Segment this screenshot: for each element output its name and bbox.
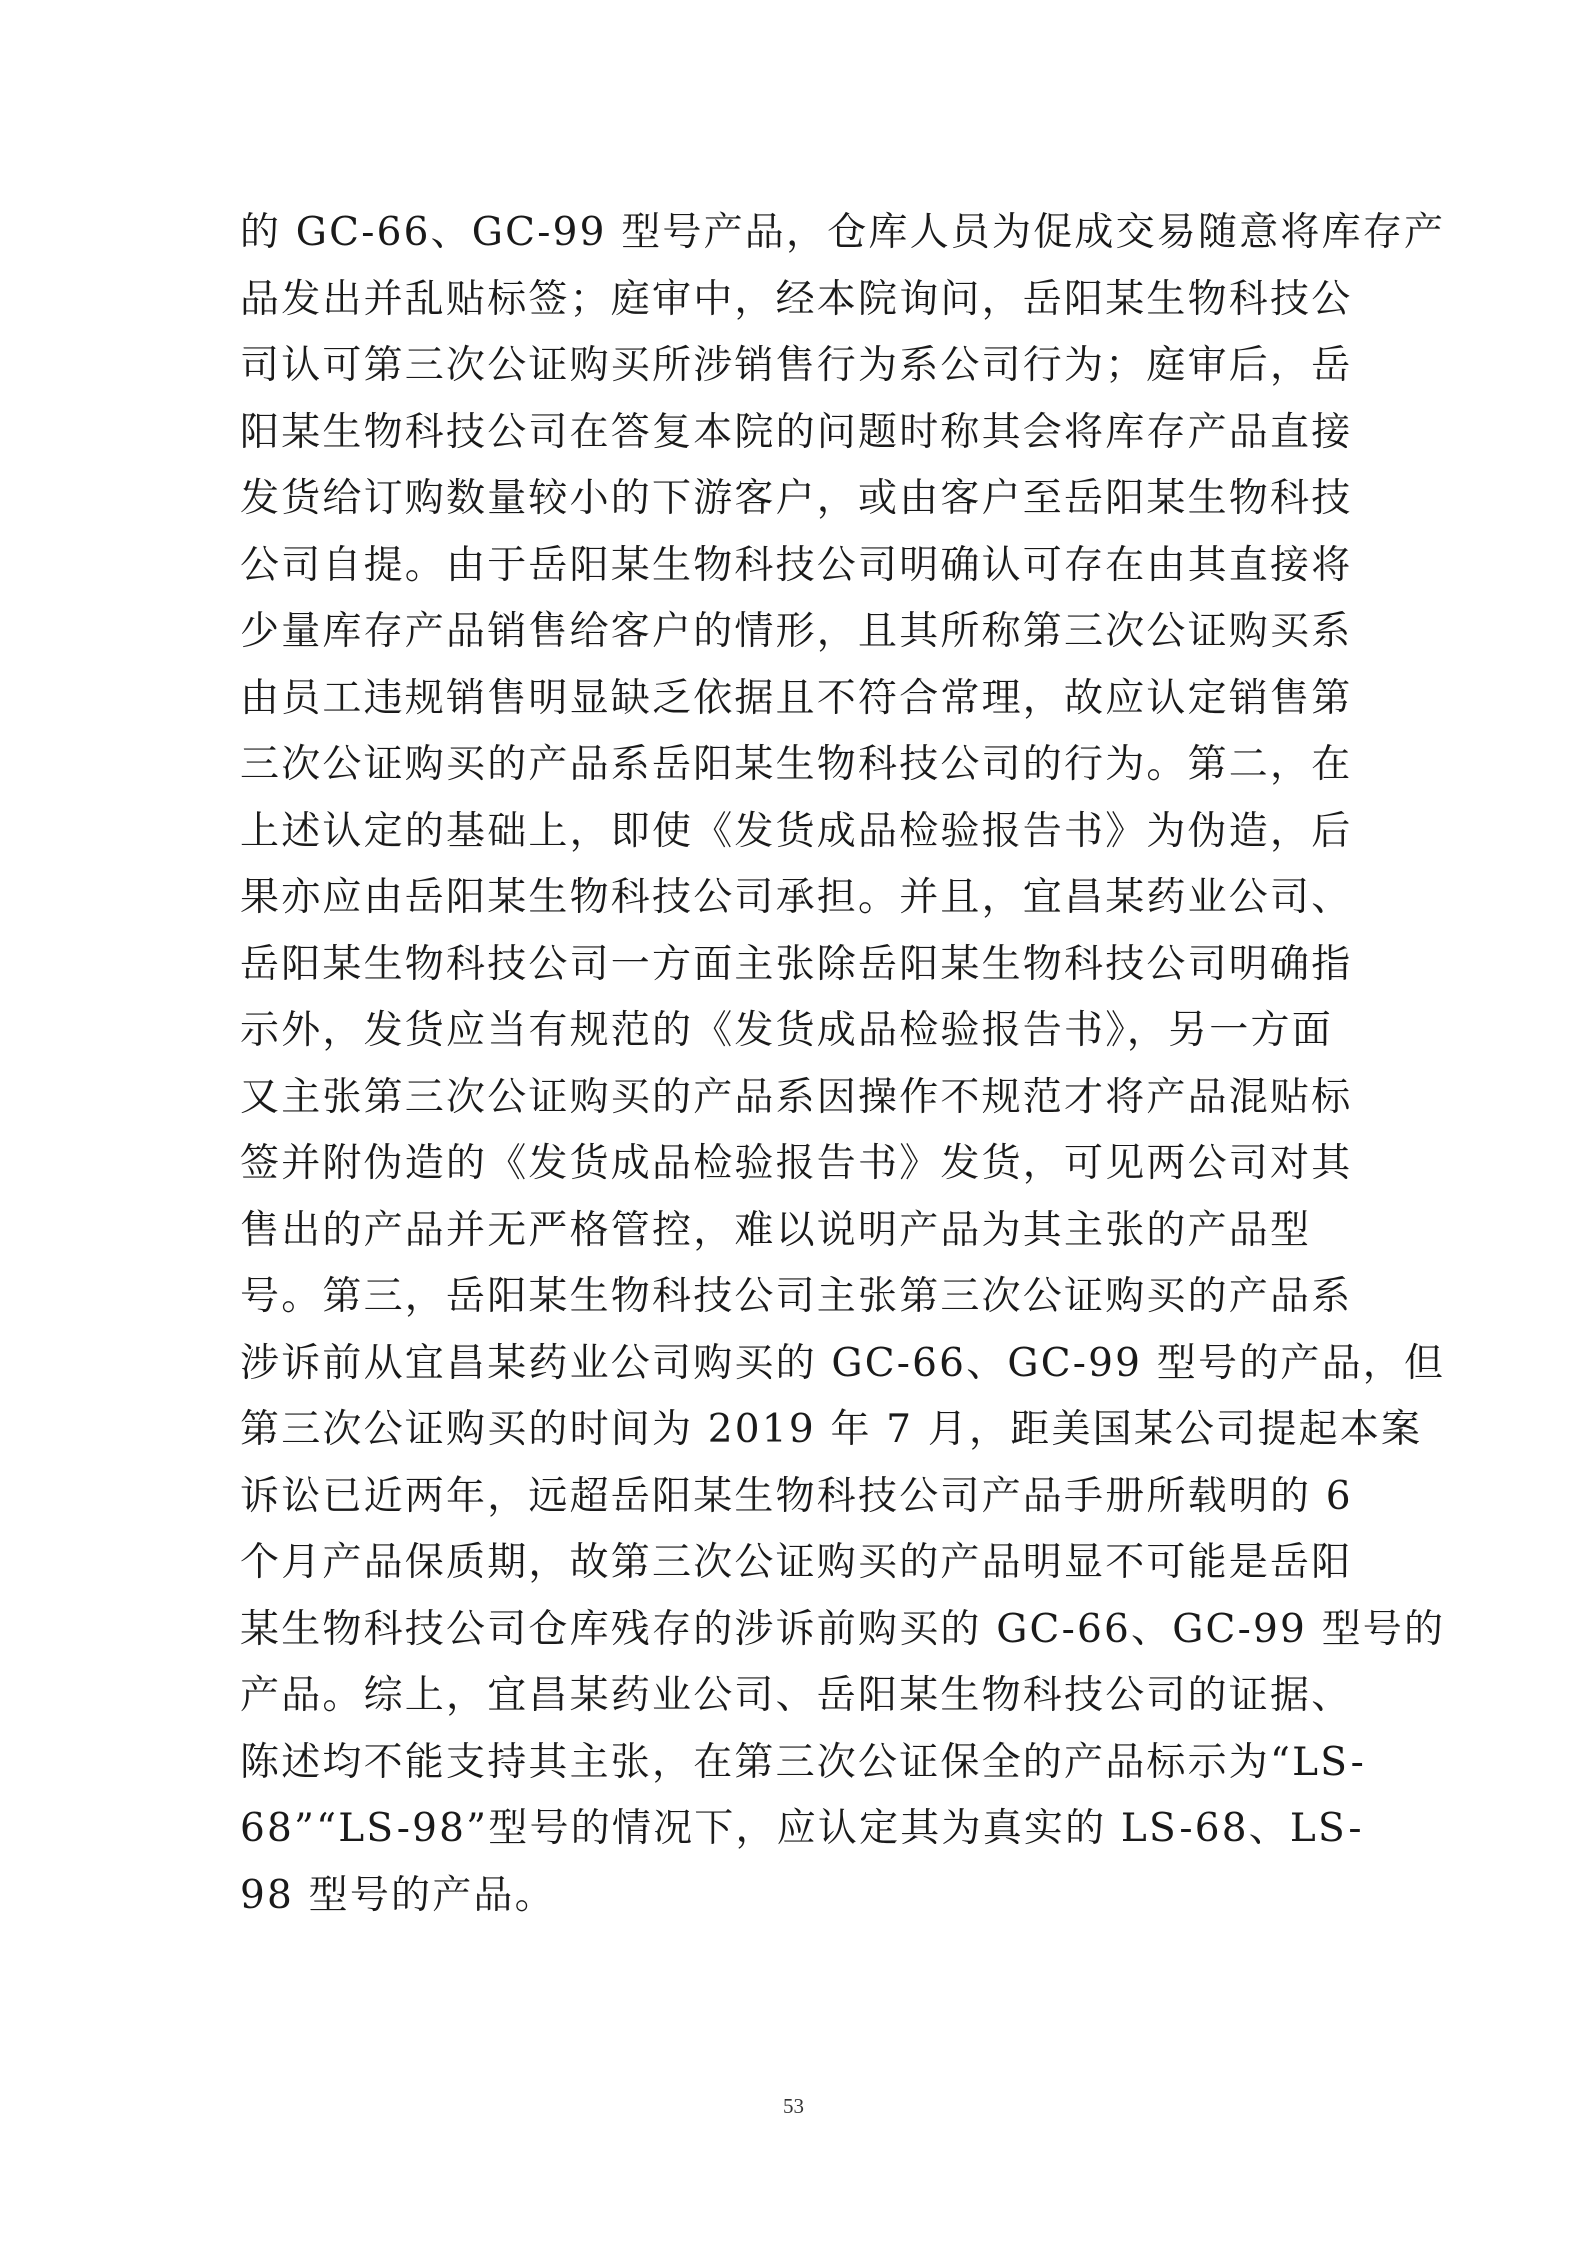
text-line: 某生物科技公司仓库残存的涉诉前购买的 GC-66、GC-99 型号的 <box>240 1606 1446 1652</box>
text-line: 第三次公证购买的时间为 2019 年 7 月，距美国某公司提起本案 <box>240 1407 1423 1452</box>
text-line: 签并附伪造的《发货成品检验报告书》发货，可见两公司对其 <box>240 1141 1353 1186</box>
text-line: 发货给订购数量较小的下游客户，或由客户至岳阳某生物科技 <box>240 476 1353 521</box>
body-paragraph <box>240 200 1446 1929</box>
text-line: 的 GC-66、GC-99 型号产品，仓库人员为促成交易随意将库存产 <box>240 210 1446 255</box>
text-line: 上述认定的基础上，即使《发货成品检验报告书》为伪造，后 <box>240 808 1353 854</box>
text-line: 诉讼已近两年，远超岳阳某生物科技公司产品手册所载明的 6 <box>240 1473 1353 1519</box>
text-line: 司认可第三次公证购买所涉销售行为系公司行为；庭审后，岳 <box>240 343 1353 388</box>
text-line: 98 型号的产品。 <box>240 1872 556 1918</box>
text-line: 由员工违规销售明显缺乏依据且不符合常理，故应认定销售第 <box>240 675 1353 721</box>
text-line: 阳某生物科技公司在答复本院的问题时称其会将库存产品直接 <box>240 409 1353 455</box>
text-line: 品发出并乱贴标签；庭审中，经本院询问，岳阳某生物科技公 <box>240 276 1353 322</box>
text-line: 果亦应由岳阳某生物科技公司承担。并且，宜昌某药业公司、 <box>240 875 1353 920</box>
text-line: 示外，发货应当有规范的《发货成品检验报告书》，另一方面 <box>240 1008 1333 1053</box>
text-line: 陈述均不能支持其主张，在第三次公证保全的产品标示为“LS- <box>240 1739 1366 1785</box>
page-number: 53 <box>783 2094 804 2118</box>
text-line: 三次公证购买的产品系岳阳某生物科技公司的行为。第二，在 <box>240 742 1353 787</box>
text-line: 产品。综上，宜昌某药业公司、岳阳某生物科技公司的证据、 <box>240 1673 1353 1718</box>
text-line: 少量库存产品销售给客户的情形，且其所称第三次公证购买系 <box>240 609 1353 654</box>
text-line: 涉诉前从宜昌某药业公司购买的 GC-66、GC-99 型号的产品，但 <box>240 1340 1446 1386</box>
text-line: 个月产品保质期，故第三次公证购买的产品明显不可能是岳阳 <box>240 1540 1353 1585</box>
text-line: 又主张第三次公证购买的产品系因操作不规范才将产品混贴标 <box>240 1074 1353 1120</box>
text-line: 售出的产品并无严格管控，难以说明产品为其主张的产品型 <box>240 1207 1312 1253</box>
text-line: 号。第三，岳阳某生物科技公司主张第三次公证购买的产品系 <box>240 1274 1353 1319</box>
text-line: 公司自提。由于岳阳某生物科技公司明确认可存在由其直接将 <box>240 542 1353 588</box>
text-line: 岳阳某生物科技公司一方面主张除岳阳某生物科技公司明确指 <box>240 941 1353 987</box>
text-line: 68”“LS-98”型号的情况下，应认定其为真实的 LS-68、LS- <box>240 1806 1364 1851</box>
